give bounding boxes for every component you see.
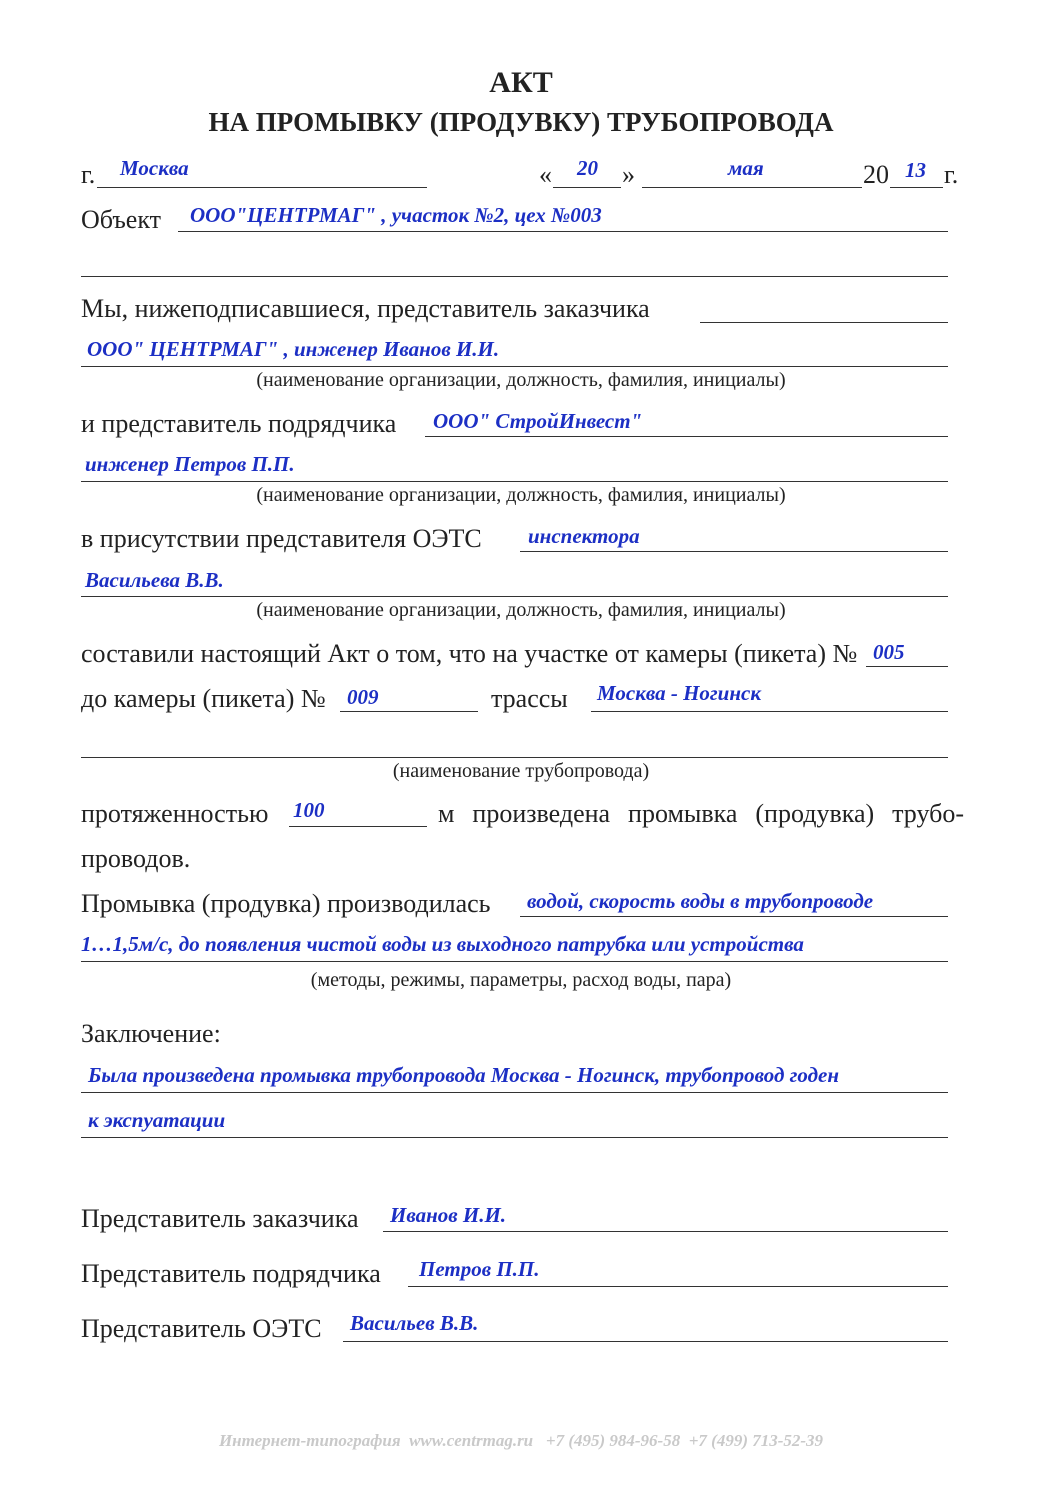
city-value: Москва <box>120 156 189 180</box>
oets-line-1 <box>520 551 948 552</box>
document-subtitle: НА ПРОМЫВКУ (ПРОДУВКУ) ТРУБОПРОВОДА <box>208 107 834 137</box>
year-tail: г. <box>944 160 959 189</box>
route-value: Москва - Ногинск <box>597 681 761 705</box>
month-line <box>642 187 862 188</box>
conclusion-line-2 <box>81 1137 948 1138</box>
length-label: протяженностью <box>81 799 269 828</box>
signature-contractor-line <box>408 1286 948 1287</box>
contractor-intro: и представитель подрядчика <box>81 409 397 438</box>
conclusion-value-2: к экспуатации <box>88 1108 226 1132</box>
length-value: 100 <box>293 798 325 822</box>
oets-hint: (наименование организации, должность, фамилия, инициалы) <box>256 599 786 621</box>
route-label: трассы <box>491 684 568 713</box>
month-value: мая <box>728 156 764 180</box>
contractor-value-1: ООО" СтройИнвест" <box>433 409 643 433</box>
from-no-value: 005 <box>873 640 905 664</box>
route-line-2 <box>81 757 948 758</box>
customer-hint: (наименование организации, должность, фамилия, инициалы) <box>256 369 786 391</box>
customer-value: ООО" ЦЕНТРМАГ" , инженер Иванов И.И. <box>87 337 500 361</box>
oets-line-2 <box>81 596 948 597</box>
signature-customer-label: Представитель заказчика <box>81 1204 359 1233</box>
object-label: Объект <box>81 205 161 234</box>
year-line <box>890 187 943 188</box>
customer-intro: Мы, нижеподписавшиеся, представитель заказчика <box>81 294 650 323</box>
contractor-value-2: инженер Петров П.П. <box>85 452 295 476</box>
object-value: ООО"ЦЕНТРМАГ" , участок №2, цех №003 <box>190 203 602 227</box>
document-title: АКТ <box>489 66 553 99</box>
city-prefix: г. <box>81 160 96 189</box>
conclusion-label: Заключение: <box>81 1019 221 1048</box>
oets-value-2: Васильева В.В. <box>85 568 224 592</box>
conclusion-value-1: Была произведена промывка трубопровода Москва - Ногинск, трубопровод годен <box>88 1063 839 1087</box>
oets-intro: в присутствии представителя ОЭТС <box>81 524 482 553</box>
signature-oets-label: Представитель ОЭТС <box>81 1314 322 1343</box>
customer-line-1 <box>700 322 948 323</box>
length-line <box>289 826 427 827</box>
signature-contractor-label: Представитель подрядчика <box>81 1259 381 1288</box>
route-hint: (наименование трубопровода) <box>392 760 650 782</box>
signature-oets-name: Васильев В.В. <box>350 1311 479 1335</box>
method-line-1 <box>520 916 948 917</box>
method-label: Промывка (продувка) производилась <box>81 889 491 918</box>
day-line <box>553 187 621 188</box>
city-line <box>97 187 427 188</box>
length-text-after: м произведена промывка (продувка) трубо- <box>438 799 964 828</box>
method-line-2 <box>81 961 948 962</box>
contractor-line-2 <box>81 481 948 482</box>
method-value-2: 1…1,5м/с, до появления чистой воды из выходного патрубка или устройства <box>81 932 804 956</box>
from-no-line <box>866 666 948 667</box>
quote-close: » <box>622 160 635 189</box>
day-value: 20 <box>577 156 598 180</box>
section-text-2: до камеры (пикета) № <box>81 684 326 713</box>
contractor-line-1 <box>425 436 948 437</box>
year-prefix: 20 <box>863 160 889 189</box>
to-no-value: 009 <box>347 685 379 709</box>
oets-value-1: инспектора <box>528 524 640 548</box>
signature-customer-name: Иванов И.И. <box>390 1203 507 1227</box>
route-line <box>591 711 948 712</box>
method-value-1: водой, скорость воды в трубопроводе <box>527 889 874 913</box>
contractor-hint: (наименование организации, должность, фамилия, инициалы) <box>256 484 786 506</box>
footer-text: Интернет-типография www.centrmag.ru +7 (495) 984-96-58 +7 (499) 713-52-39 <box>218 1431 824 1450</box>
quote-open: « <box>539 160 552 189</box>
signature-contractor-name: Петров П.П. <box>419 1257 540 1281</box>
signature-oets-line <box>343 1341 948 1342</box>
object-line-2 <box>81 276 948 277</box>
length-text-cont: проводов. <box>81 844 191 873</box>
year-value: 13 <box>905 158 926 182</box>
conclusion-line-1 <box>81 1092 948 1093</box>
object-line <box>178 231 948 232</box>
customer-line-2 <box>81 366 948 367</box>
to-no-line <box>340 711 478 712</box>
section-text-1: составили настоящий Акт о том, что на участке от камеры (пикета) № <box>81 639 858 668</box>
method-hint: (методы, режимы, параметры, расход воды, пара) <box>310 969 732 991</box>
signature-customer-line <box>383 1231 948 1232</box>
